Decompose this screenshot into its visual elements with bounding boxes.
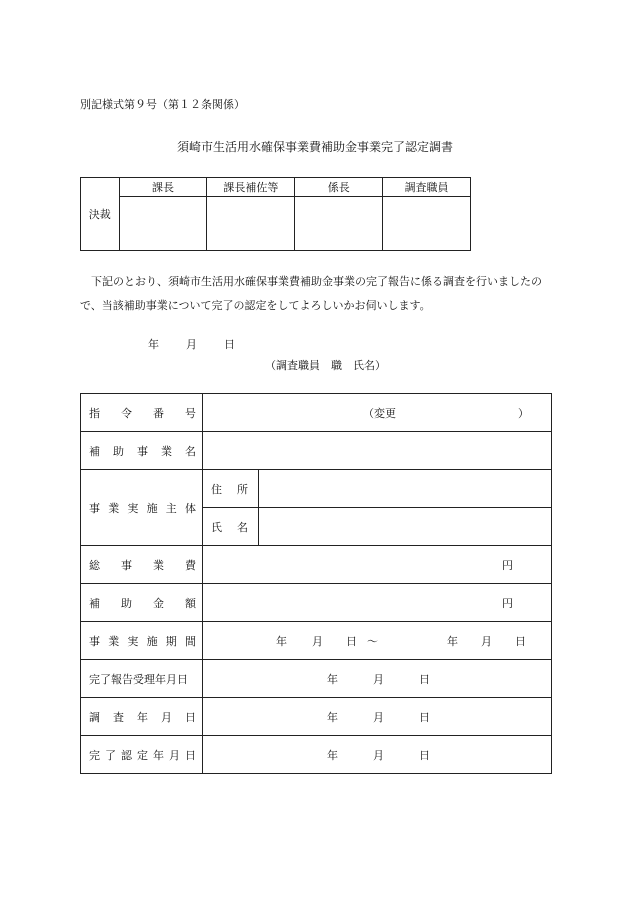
survey-date-label: [81, 698, 203, 736]
label-char: 住: [211, 482, 222, 496]
approval-date-label-text: [89, 747, 196, 763]
approval-seal-subsection-chief: [295, 197, 383, 251]
request-date-month: 月: [186, 338, 197, 351]
approval-day: 日: [419, 749, 430, 762]
operator-label: [81, 470, 203, 546]
label-char: 令: [121, 406, 132, 420]
form-number: 別記様式第９号（第１２条関係）: [80, 98, 245, 111]
order-number-change-open: （変更: [363, 407, 396, 420]
label-char: 事: [121, 558, 132, 572]
label-char: 業: [153, 558, 164, 572]
label-char: 体: [184, 501, 196, 515]
label-char: 業: [161, 444, 172, 458]
period-label: [81, 622, 203, 660]
label-char: 補: [89, 444, 100, 458]
label-char: 実: [127, 501, 139, 515]
name-label-text: [211, 519, 248, 535]
document-title: 須崎市生活用水確保事業費補助金事業完了認定調書: [176, 140, 453, 154]
label-char: 年: [137, 710, 148, 724]
approval-stamp-table: [80, 177, 471, 251]
period-tilde: ～: [367, 635, 378, 648]
total-cost-value: [203, 546, 552, 584]
order-no-label-text: [89, 405, 196, 421]
period-end-day: 日: [515, 635, 526, 648]
label-char: 日: [185, 748, 196, 762]
period-start-day: 日: [346, 635, 357, 648]
address-label-text: [211, 481, 248, 497]
label-char: 定: [137, 748, 148, 762]
report-month: 月: [373, 673, 384, 686]
order-number-change-close: ）: [518, 407, 529, 420]
survey-date-label-text: [89, 709, 196, 725]
label-char: 業: [108, 501, 120, 515]
approval-seal-section-chief: [119, 197, 207, 251]
subsidy-amount-value: [203, 584, 552, 622]
subsidy-label-text: [89, 595, 196, 611]
total-cost-label: [81, 546, 203, 584]
report-received-date-value: [203, 660, 552, 698]
approval-date-value: [203, 736, 552, 774]
subsidy-amount-label: [81, 584, 203, 622]
period-end-month: 月: [481, 635, 492, 648]
label-char: 補: [89, 596, 100, 610]
label-char: 氏: [211, 520, 222, 534]
label-char: 月: [161, 710, 172, 724]
operator-label-text: [89, 500, 196, 516]
survey-day: 日: [419, 711, 430, 724]
project-name-value: [203, 432, 552, 470]
label-char: 日: [185, 710, 196, 724]
label-char: 実: [127, 634, 139, 648]
label-char: 年: [153, 748, 164, 762]
order-number-label: [81, 394, 203, 432]
address-value: [259, 470, 552, 508]
label-char: 助: [113, 444, 124, 458]
label-char: 査: [113, 710, 124, 724]
label-char: 所: [237, 482, 248, 496]
label-char: 名: [185, 444, 196, 458]
label-char: 番: [153, 406, 164, 420]
approval-month: 月: [373, 749, 384, 762]
address-label: [203, 470, 259, 508]
period-end-year: 年: [447, 635, 458, 648]
label-char: 額: [185, 596, 196, 610]
approval-col-inspector: 調査職員: [383, 178, 471, 197]
label-char: 総: [89, 558, 100, 572]
period-label-text: [89, 633, 196, 649]
label-char: 完: [89, 748, 100, 762]
approval-year: 年: [327, 749, 338, 762]
label-char: 指: [89, 406, 100, 420]
label-char: 費: [185, 558, 196, 572]
approval-seal-inspector: [383, 197, 471, 251]
label-char: 金: [153, 596, 164, 610]
report-received-date-label: 完了報告受理年月日: [81, 660, 203, 698]
request-date-day: 日: [224, 338, 235, 351]
report-year: 年: [327, 673, 338, 686]
subsidy-amount-yen: 円: [502, 596, 513, 610]
approval-col-subsection-chief: 係長: [295, 178, 383, 197]
label-char: 施: [146, 634, 158, 648]
period-start-year: 年: [276, 635, 287, 648]
approval-date-label: [81, 736, 203, 774]
survey-month: 月: [373, 711, 384, 724]
label-char: 調: [89, 710, 100, 724]
request-paragraph: 下記のとおり、須崎市生活用水確保事業費補助金事業の完了報告に係る調査を行いましたので、当該補助事業について完了の認定をしてよろしいかお伺いします。: [80, 275, 542, 312]
inspector-signature-line: （調査職員 職 氏名）: [265, 359, 386, 372]
total-cost-label-text: [89, 557, 196, 573]
label-char: 施: [146, 501, 158, 515]
label-char: 間: [184, 634, 196, 648]
label-char: 事: [137, 444, 148, 458]
approval-col-section-chief: 課長: [119, 178, 207, 197]
total-cost-yen: 円: [502, 558, 513, 572]
label-char: 助: [121, 596, 132, 610]
survey-date-value: [203, 698, 552, 736]
approval-col-deputy-chief: 課長補佐等: [207, 178, 295, 197]
label-char: 期: [165, 634, 177, 648]
label-char: 事: [89, 634, 100, 648]
label-char: 了: [105, 748, 116, 762]
project-name-label: [81, 432, 203, 470]
approval-label: 決裁: [81, 178, 120, 251]
report-day: 日: [419, 673, 430, 686]
completion-details-table: [80, 393, 552, 774]
period-value: [203, 622, 552, 660]
request-date: [148, 336, 235, 352]
name-value: [259, 508, 552, 546]
approval-seal-deputy-chief: [207, 197, 295, 251]
label-char: 号: [185, 406, 196, 420]
label-char: 月: [169, 748, 180, 762]
label-char: 事: [89, 501, 100, 515]
order-number-value: [203, 394, 552, 432]
period-start-month: 月: [312, 635, 323, 648]
label-char: 業: [108, 634, 120, 648]
name-label: [203, 508, 259, 546]
request-date-year: 年: [148, 338, 159, 351]
label-char: 主: [165, 501, 177, 515]
survey-year: 年: [327, 711, 338, 724]
label-char: 名: [237, 520, 248, 534]
label-char: 認: [121, 748, 132, 762]
project-name-label-text: [89, 443, 196, 459]
